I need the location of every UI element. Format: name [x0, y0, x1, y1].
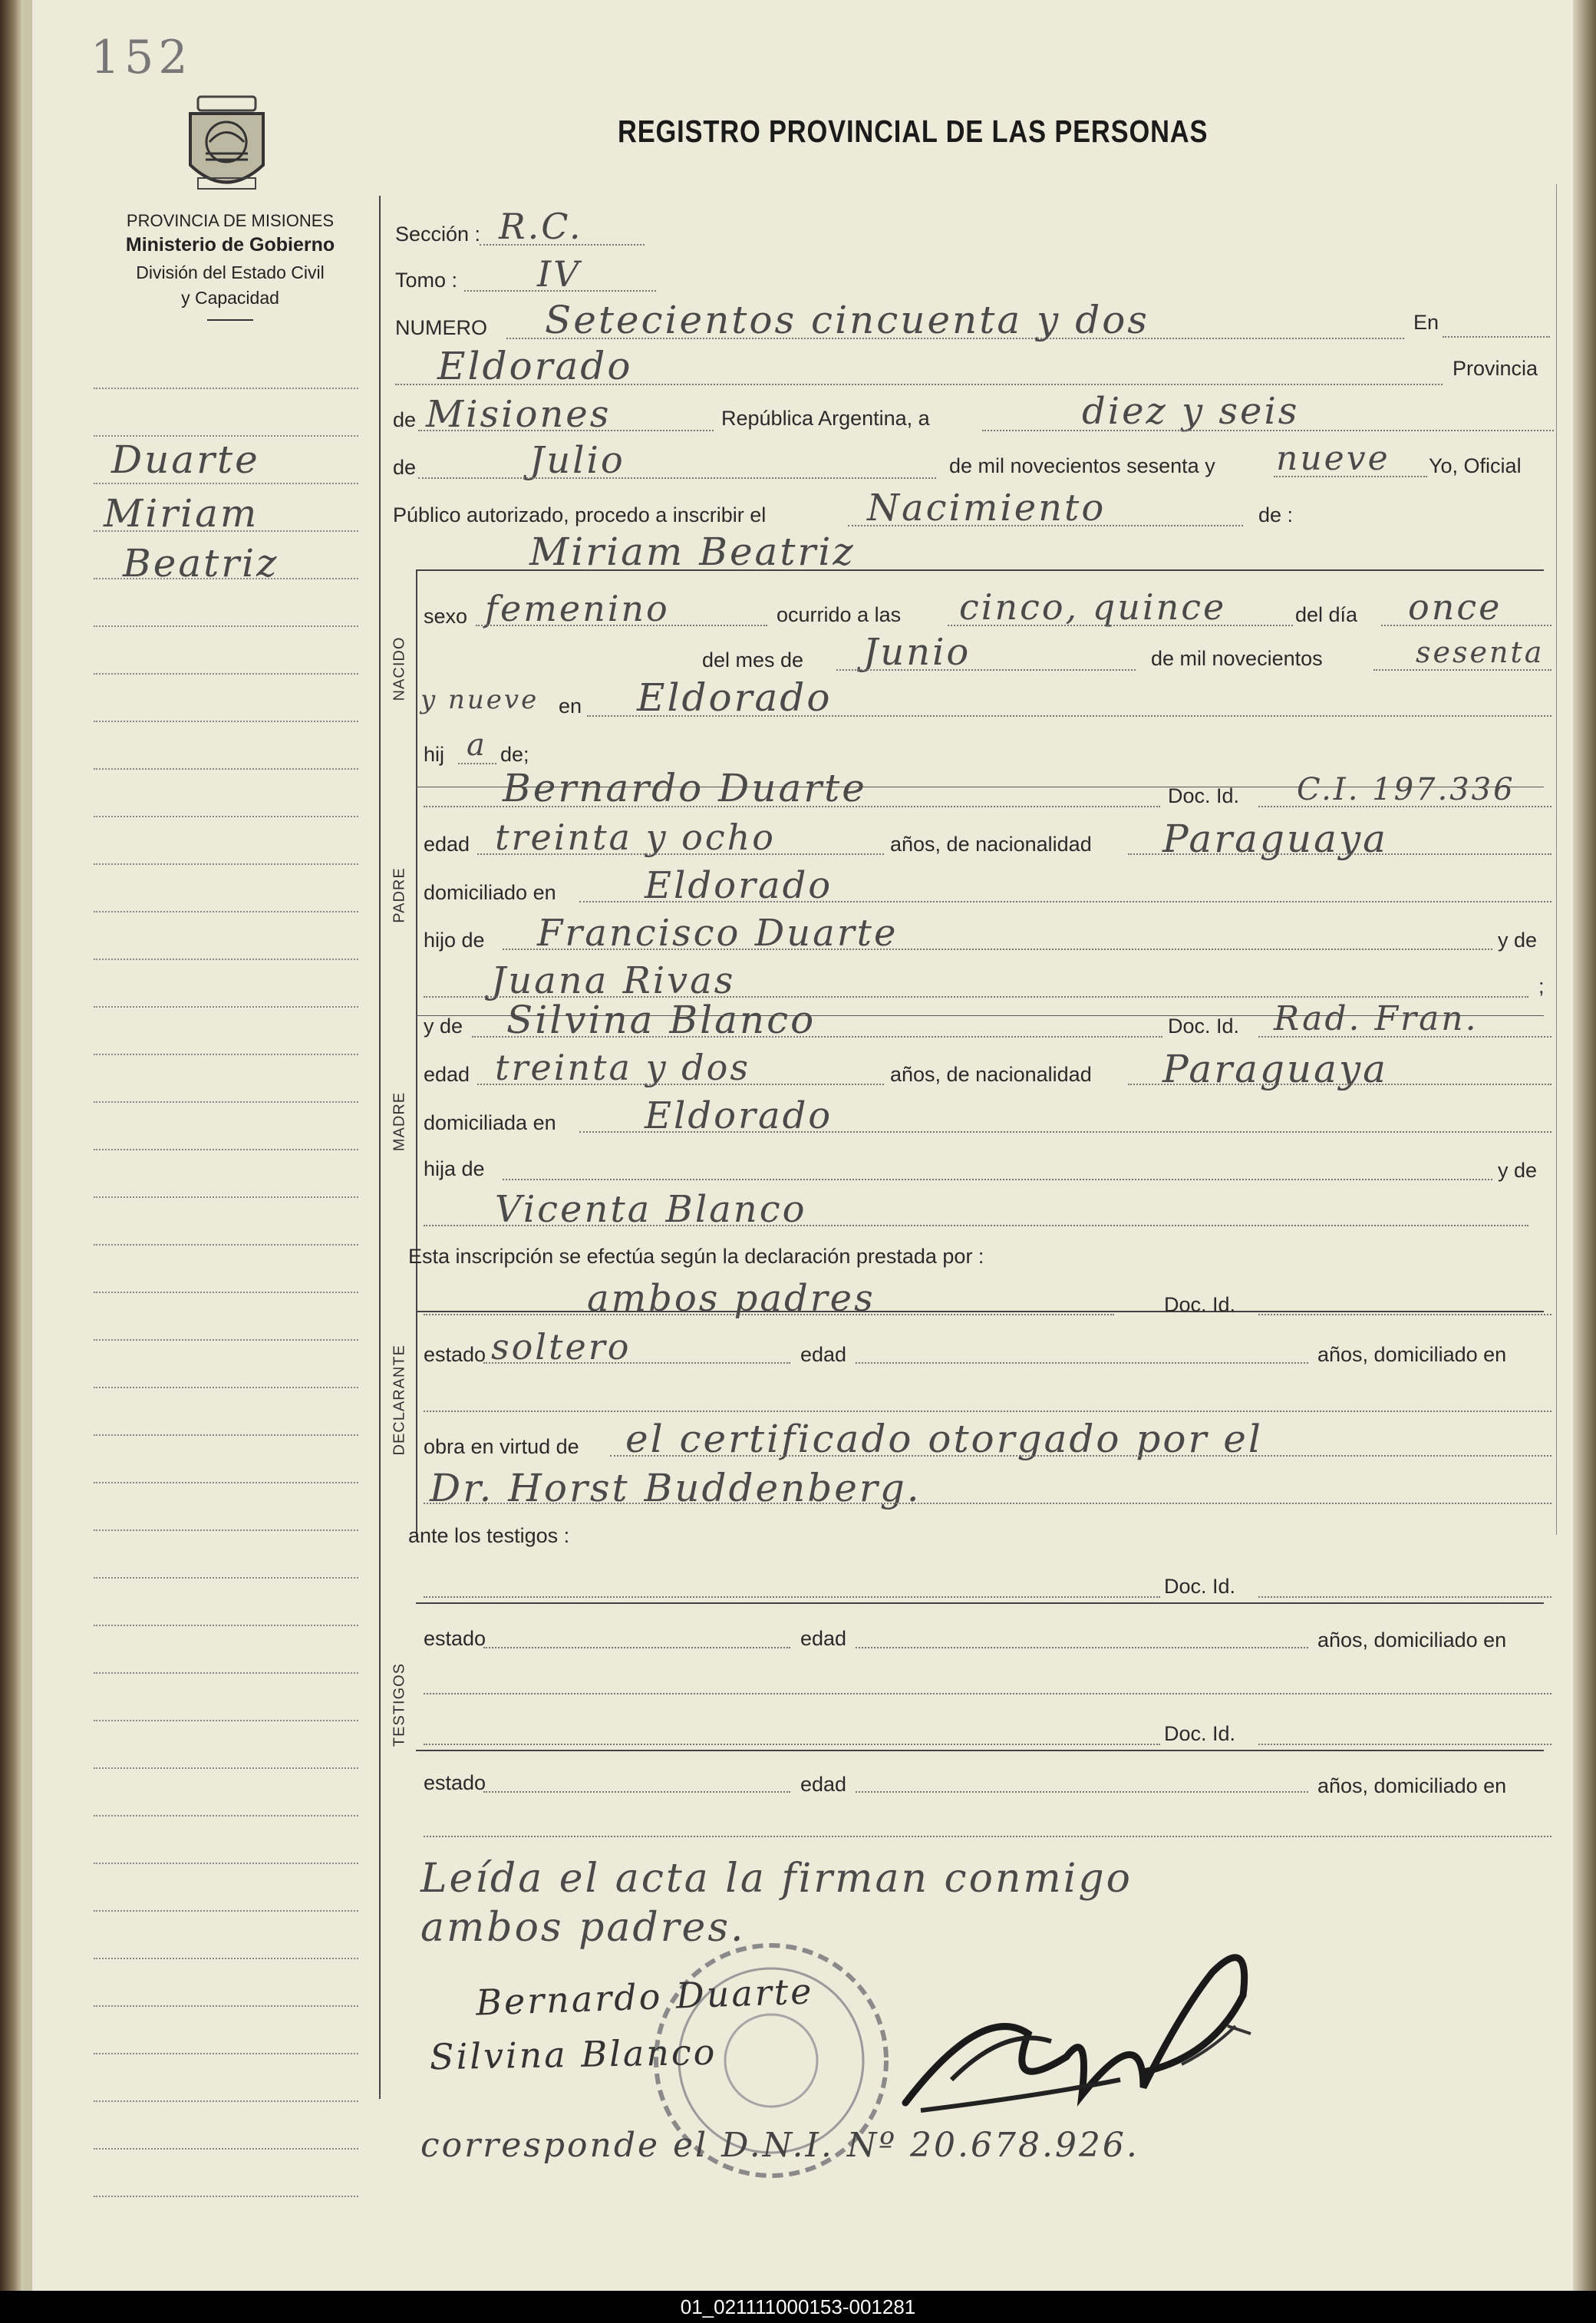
ocurrido-label: ocurrido a las — [777, 603, 902, 626]
madre-dom-label: domiciliada en — [424, 1111, 556, 1134]
abuela-paterna-value: Juana Rivas — [491, 959, 736, 1002]
padre-dom-label: domiciliado en — [424, 881, 556, 904]
main-divider — [379, 196, 381, 2099]
padre-edad-label: edad — [424, 833, 470, 856]
testigo1-anos-label: años, domiciliado en — [1317, 1628, 1507, 1652]
del-mes-label: del mes de — [702, 648, 804, 671]
margin-name-1: Miriam — [104, 491, 259, 536]
margin-rule — [94, 1720, 358, 1721]
en-lower-label: en — [559, 695, 582, 718]
margin-rule — [94, 1958, 358, 1959]
hijo-de-label: hijo de — [424, 929, 485, 952]
declarante-doc-label: Doc. Id. — [1164, 1293, 1236, 1316]
obra-value-1: el certificado otorgado por el — [625, 1417, 1263, 1461]
madre-nac-value: Paraguaya — [1162, 1047, 1388, 1091]
lugar-nac-value: Eldorado — [637, 675, 833, 720]
de-label-2: de — [393, 456, 417, 479]
de-label-1: de — [393, 408, 417, 431]
margin-rule — [94, 721, 358, 722]
declarante-estado-label: estado — [424, 1343, 486, 1366]
margin-rule — [94, 1149, 358, 1150]
page-number: 152 — [91, 31, 193, 84]
margin-rule — [94, 768, 358, 770]
margin-rule — [94, 1863, 358, 1864]
publico-label: Público autorizado, procedo a inscribir el — [393, 503, 767, 526]
padre-edad-value: treinta y ocho — [495, 817, 776, 858]
republica-label: República Argentina, a — [721, 407, 930, 430]
obra-label: obra en virtud de — [424, 1435, 579, 1458]
margin-rule — [94, 2148, 358, 2150]
nombre-value: Miriam Beatriz — [529, 530, 856, 574]
lugar-value: Eldorado — [437, 344, 633, 388]
declarante-value: ambos padres — [587, 1277, 875, 1320]
testigo1-doc-label: Doc. Id. — [1164, 1575, 1236, 1598]
testigo2-doc-label: Doc. Id. — [1164, 1722, 1236, 1745]
org-line-1: PROVINCIA DE MISIONES — [126, 211, 335, 230]
section-rule-declarante — [416, 1311, 1544, 1312]
section-rule-nacido — [416, 569, 1544, 571]
madre-dom-value: Eldorado — [645, 1094, 833, 1137]
margin-name-2: Beatriz — [123, 541, 279, 586]
y-de-label-2: y de — [424, 1015, 463, 1038]
margin-rule — [94, 1910, 358, 1912]
provincia-label: Provincia — [1453, 357, 1538, 380]
padre-nombre-value: Bernardo Duarte — [503, 766, 867, 810]
hij-suffix-value: a — [467, 728, 487, 763]
testigo2-edad-label: edad — [800, 1773, 847, 1796]
section-label-declarante: DECLARANTE — [391, 1345, 408, 1456]
madre-edad-value: treinta y dos — [495, 1047, 750, 1088]
anio-nac-2-value: y nueve — [420, 685, 539, 715]
margin-rule — [94, 673, 358, 675]
madre-doc-value: Rad. Fran. — [1274, 999, 1479, 1038]
testigo2-estado-label: estado — [424, 1771, 486, 1794]
madre-edad-label: edad — [424, 1063, 470, 1086]
madre-doc-label: Doc. Id. — [1168, 1015, 1240, 1038]
sexo-value: femenino — [485, 588, 670, 629]
y-de-label-3: y de — [1498, 1159, 1538, 1182]
section-label-nacido: NACIDO — [391, 636, 408, 701]
numero-label: NUMERO — [395, 316, 487, 339]
padre-dom-value: Eldorado — [645, 864, 833, 907]
padre-anos-label: años, de nacionalidad — [890, 833, 1092, 856]
margin-rule — [94, 959, 358, 960]
tomo-label: Tomo : — [395, 269, 458, 292]
de-colon-label: de : — [1258, 503, 1294, 526]
provincia-value: Misiones — [426, 393, 612, 436]
margin-rule — [94, 1054, 358, 1055]
book-binding — [0, 0, 23, 2291]
nota-1-value: Leída el acta la firman conmigo — [420, 1856, 1133, 1902]
tomo-value: IV — [537, 253, 582, 295]
org-line-2: Ministerio de Gobierno — [125, 234, 335, 256]
margin-rule — [94, 1577, 358, 1579]
margin-rule — [94, 1529, 358, 1531]
anio-registro-value: nueve — [1276, 439, 1390, 478]
del-dia-label: del día — [1295, 603, 1358, 626]
dia-nac-value: once — [1408, 586, 1502, 628]
testigo1-estado-label: estado — [424, 1627, 486, 1650]
testigo2-anos-label: años, domiciliado en — [1317, 1774, 1507, 1797]
esta-inscripcion-label: Esta inscripción se efectúa según la declaración prestada por : — [408, 1245, 984, 1268]
image-id-footer: 01_021111000153-001281 — [0, 2291, 1596, 2323]
margin-rule — [94, 1196, 358, 1198]
margin-rule — [94, 1101, 358, 1103]
madre-nombre-value: Silvina Blanco — [506, 998, 816, 1042]
margin-rule — [94, 2005, 358, 2007]
page-edge — [1573, 0, 1596, 2291]
yo-oficial-label: Yo, Oficial — [1429, 454, 1522, 477]
obra-value-2: Dr. Horst Buddenberg. — [430, 1466, 922, 1510]
margin-rule — [94, 1292, 358, 1293]
margin-rule — [94, 1387, 358, 1388]
section-label-madre: MADRE — [391, 1091, 408, 1152]
margin-rule — [94, 1006, 358, 1008]
dia-registro-value: diez y seis — [1082, 390, 1300, 433]
abuelo-paterno-value: Francisco Duarte — [537, 912, 899, 955]
margin-rule — [94, 1482, 358, 1483]
provincial-seal-icon — [183, 92, 271, 200]
hora-value: cinco, quince — [959, 586, 1227, 628]
acto-value: Nacimiento — [867, 487, 1106, 530]
mes-nac-value: Junio — [863, 631, 971, 674]
numero-value: Setecientos cincuenta y dos — [545, 298, 1149, 342]
margin-rule — [94, 1625, 358, 1626]
ante-testigos-label: ante los testigos : — [408, 1524, 570, 1547]
margin-rule — [94, 2053, 358, 2054]
mes-registro-value: Julio — [529, 439, 625, 482]
margin-rule — [94, 435, 358, 437]
margin-rule — [94, 2100, 358, 2102]
padre-doc-label: Doc. Id. — [1168, 784, 1240, 807]
page-title: REGISTRO PROVINCIAL DE LAS PERSONAS — [618, 114, 1209, 149]
hij-label: hij — [424, 743, 445, 766]
testigo1-edad-label: edad — [800, 1627, 847, 1650]
margin-rule — [94, 863, 358, 865]
margin-rule — [94, 911, 358, 912]
margin-rule — [94, 1672, 358, 1674]
margin-rule — [94, 1434, 358, 1436]
nota-2-value: ambos padres. — [420, 1905, 746, 1951]
y-de-label-1: y de — [1498, 929, 1538, 952]
officer-signature-icon — [890, 1911, 1274, 2133]
margin-rule — [94, 1815, 358, 1816]
org-line-3: División del Estado Civil — [136, 262, 325, 282]
margin-rule — [94, 388, 358, 389]
sexo-label: sexo — [424, 605, 468, 628]
org-block — [84, 211, 376, 321]
declarante-anos-label: años, domiciliado en — [1317, 1343, 1507, 1366]
nota-3-value: corresponde el D.N.I. Nº 20.678.926. — [420, 2126, 1139, 2165]
section-label-testigos: TESTIGOS — [391, 1662, 408, 1747]
madre-anos-label: años, de nacionalidad — [890, 1063, 1092, 1086]
padre-nac-value: Paraguaya — [1162, 817, 1388, 861]
declarante-estado-value: soltero — [491, 1326, 631, 1368]
page-gutter — [23, 0, 32, 2291]
seccion-label: Sección : — [395, 223, 481, 246]
margin-surname: Duarte — [111, 437, 260, 482]
margin-rule — [94, 1244, 358, 1246]
hija-de-label: hija de — [424, 1157, 485, 1180]
semicolon-label: ; — [1538, 975, 1545, 998]
anio-nac-1-value: sesenta — [1416, 635, 1545, 669]
de-mil-nov-label: de mil novecientos — [1151, 647, 1323, 670]
org-line-4: y Capacidad — [181, 288, 279, 308]
margin-rule — [94, 625, 358, 627]
section-label-padre: PADRE — [391, 867, 408, 923]
seccion-value: R.C. — [499, 206, 583, 247]
declarante-edad-label: edad — [800, 1343, 847, 1366]
margin-rule — [94, 1339, 358, 1341]
margin-rule — [94, 2196, 358, 2197]
abuela-materna-value: Vicenta Blanco — [495, 1188, 807, 1231]
en-label: En — [1413, 311, 1439, 334]
margin-rule — [94, 816, 358, 817]
firma-madre: Silvina Blanco — [429, 2031, 717, 2078]
firma-padre: Bernardo Duarte — [475, 1970, 815, 2024]
margin-rule — [94, 1767, 358, 1769]
margin-rule — [94, 483, 358, 484]
padre-doc-value: C.I. 197.336 — [1297, 772, 1515, 807]
right-border — [1556, 184, 1557, 1535]
de-mil-label: de mil novecientos sesenta y — [949, 454, 1215, 477]
de-semicolon-label: de; — [500, 743, 529, 766]
